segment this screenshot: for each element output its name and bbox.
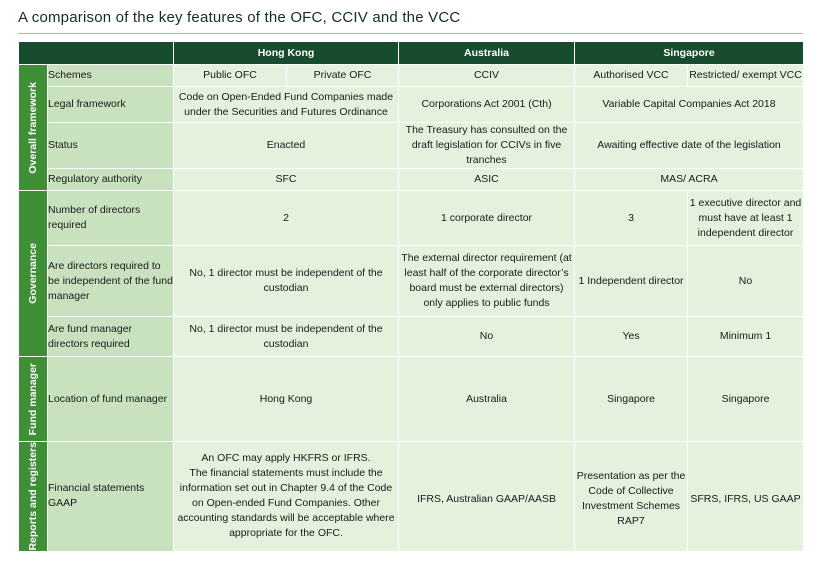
cell-hk-fm-location: Hong Kong <box>174 357 399 442</box>
cell-hk-directors-number: 2 <box>174 191 399 246</box>
cell-au-regulator: ASIC <box>399 169 575 191</box>
row-label-regulatory-authority: Regulatory authority <box>48 169 174 191</box>
section-text: Reports and registers <box>26 442 39 551</box>
comparison-table <box>18 41 804 552</box>
cell-sg-authorised-fm-location: Singapore <box>575 357 688 442</box>
cell-sg-authorised-fm-directors: Yes <box>575 317 688 357</box>
cell-hk-status: Enacted <box>174 123 399 169</box>
header-corner <box>19 42 174 65</box>
hk-financial-line-1: An OFC may apply HKFRS or IFRS. <box>201 452 371 465</box>
cell-au-status: The Treasury has consulted on the draft legislation for CCIVs in five tranches <box>399 123 575 169</box>
section-label-reports-and-registers <box>19 442 48 552</box>
table-row <box>19 65 804 87</box>
cell-au-fm-directors: No <box>399 317 575 357</box>
header-row <box>19 42 804 65</box>
row-label-directors-independent: Are directors required to be independent of the fund manager <box>48 246 174 317</box>
cell-hk-legal: Code on Open-Ended Fund Companies made under the Securities and Futures Ordinance <box>174 87 399 123</box>
cell-au-fm-location: Australia <box>399 357 575 442</box>
cell-sg-authorised-financial: Presentation as per the Code of Collective Investment Schemes RAP7 <box>575 442 688 552</box>
cell-sg-restricted-fm-location: Singapore <box>688 357 804 442</box>
cell-hk-regulator: SFC <box>174 169 399 191</box>
page-title: A comparison of the key features of the OFC, CCIV and the VCC <box>18 9 461 26</box>
cell-sg-regulator: MAS/ ACRA <box>575 169 804 191</box>
cell-sg-restricted-financial: SFRS, IFRS, US GAAP <box>688 442 804 552</box>
title-divider <box>18 33 803 34</box>
table-row <box>19 442 804 552</box>
table-row <box>19 169 804 191</box>
column-header-australia: Australia <box>399 42 575 65</box>
cell-au-scheme: CCIV <box>399 65 575 87</box>
cell-sg-authorised: Authorised VCC <box>575 65 688 87</box>
cell-sg-restricted-directors-independent: No <box>688 246 804 317</box>
cell-sg-restricted-directors-number: 1 executive director and must have at least 1 independent director <box>688 191 804 246</box>
table-row <box>19 191 804 246</box>
section-label-fund-manager <box>19 357 48 442</box>
cell-sg-legal: Variable Capital Companies Act 2018 <box>575 87 804 123</box>
cell-sg-authorised-directors-number: 3 <box>575 191 688 246</box>
cell-hk-fm-directors: No, 1 director must be independent of the custodian <box>174 317 399 357</box>
column-header-singapore: Singapore <box>575 42 804 65</box>
cell-hk-private: Private OFC <box>287 65 399 87</box>
cell-sg-restricted-fm-directors: Minimum 1 <box>688 317 804 357</box>
cell-hk-directors-independent: No, 1 director must be independent of the custodian <box>174 246 399 317</box>
table-row <box>19 317 804 357</box>
cell-hk-financial <box>174 442 399 552</box>
row-label-location-of-fund-manager: Location of fund manager <box>48 357 174 442</box>
section-text: Overall framework <box>26 81 39 174</box>
cell-au-directors-number: 1 corporate director <box>399 191 575 246</box>
section-text: Governance <box>26 243 39 304</box>
table-row <box>19 357 804 442</box>
column-header-hong-kong: Hong Kong <box>174 42 399 65</box>
row-label-number-of-directors: Number of directors required <box>48 191 174 246</box>
row-label-financial-statements: Financial statements GAAP <box>48 442 174 552</box>
cell-sg-authorised-directors-independent: 1 Independent director <box>575 246 688 317</box>
hk-financial-line-2: The financial statements must include the information set out in Chapter 9.4 of the Code on Open-ended Fund Companies. Other accounting standards will be acceptable where appropriate for the OFC. <box>177 467 395 540</box>
cell-au-directors-independent: The external director requirement (at least half of the corporate director’s board must be external directors) only applies to public funds <box>399 246 575 317</box>
section-label-governance <box>19 191 48 357</box>
table-row <box>19 123 804 169</box>
section-text: Fund manager <box>26 362 39 436</box>
row-label-legal-framework: Legal framework <box>48 87 174 123</box>
section-label-overall-framework <box>19 65 48 191</box>
cell-sg-restricted: Restricted/ exempt VCC <box>688 65 804 87</box>
cell-sg-status: Awaiting effective date of the legislation <box>575 123 804 169</box>
table-row <box>19 246 804 317</box>
cell-au-financial: IFRS, Australian GAAP/AASB <box>399 442 575 552</box>
row-label-status: Status <box>48 123 174 169</box>
cell-hk-public: Public OFC <box>174 65 287 87</box>
cell-au-legal: Corporations Act 2001 (Cth) <box>399 87 575 123</box>
row-label-fund-manager-directors: Are fund manager directors required <box>48 317 174 357</box>
row-label-schemes: Schemes <box>48 65 174 87</box>
table-row <box>19 87 804 123</box>
